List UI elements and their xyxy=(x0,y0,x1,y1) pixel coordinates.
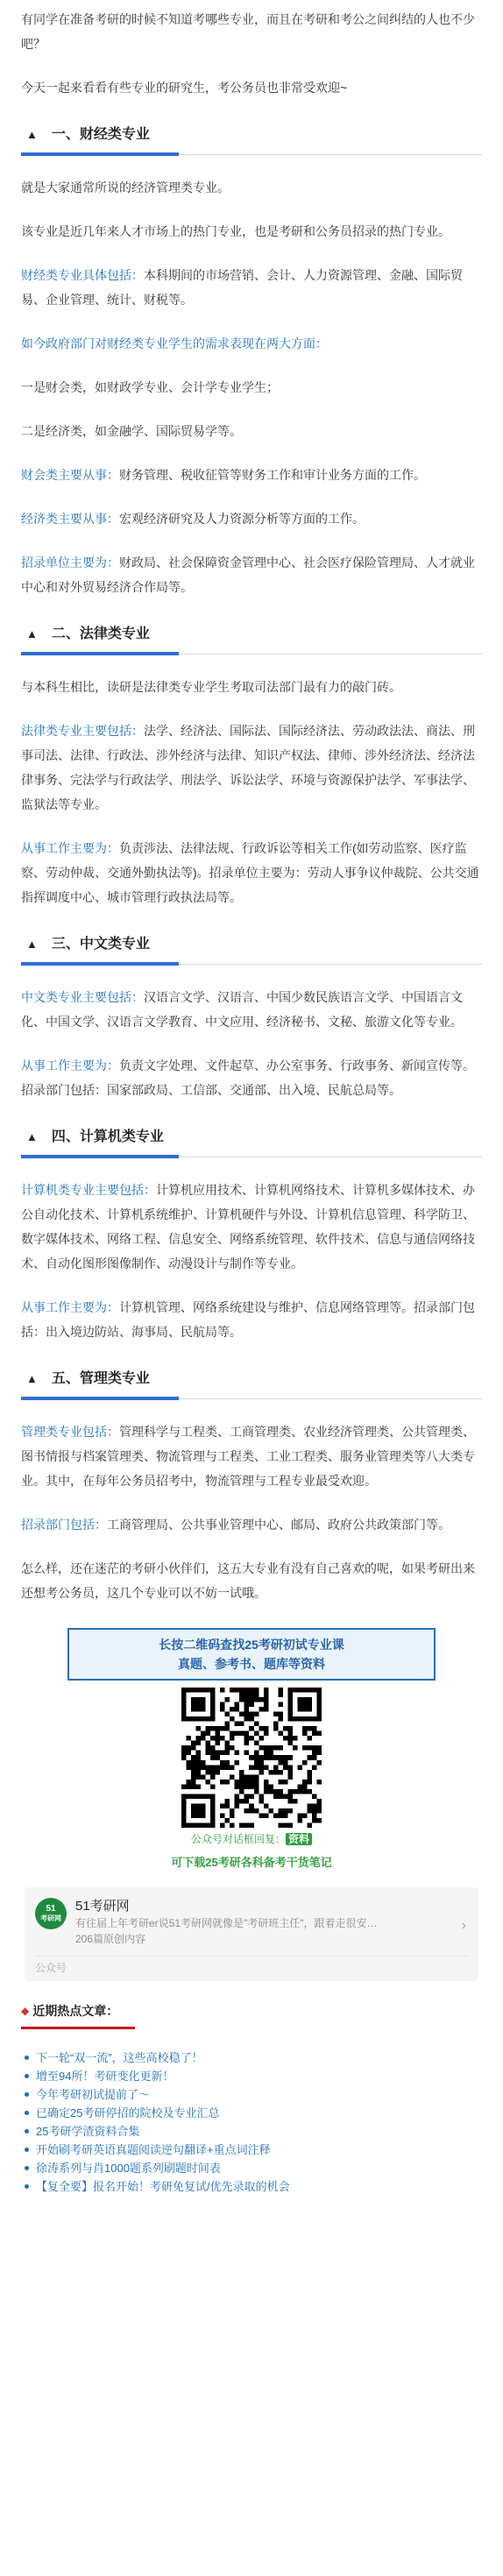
triangle-icon: ▲ xyxy=(26,128,38,141)
promo-banner xyxy=(67,1628,436,1681)
bullet-icon xyxy=(25,2092,29,2097)
paragraph-lead: 中文类专业主要包括： xyxy=(21,990,144,1004)
section-divider xyxy=(21,962,482,966)
paragraph-text: 该专业是近几年来人才市场上的热门专业，也是考研和公务员招录的热门专业。 xyxy=(21,224,450,238)
hot-article-link[interactable] xyxy=(21,2067,482,2085)
paragraph-text: 就是大家通常所说的经济管理类专业。 xyxy=(21,180,230,195)
avatar-line-1: 51 xyxy=(46,1904,56,1914)
paragraph-text: 与本科生相比，读研是法律类专业学生考取司法部门最有力的敲门砖。 xyxy=(21,680,401,694)
avatar-line-2: 考研网 xyxy=(40,1914,61,1922)
promo-keyword-tag: 资料 xyxy=(286,1833,312,1845)
hot-article-link[interactable] xyxy=(21,2085,482,2104)
paragraph-lead: 财经类专业具体包括： xyxy=(21,268,144,282)
hot-article-link[interactable] xyxy=(21,2141,482,2159)
closing-paragraph: 怎么样，还在迷茫的考研小伙伴们，这五大专业有没有自己喜欢的呢，如果考研出来还想考公务员，这几个专业可以不妨一试哦。 xyxy=(21,1561,475,1600)
paragraph-lead: 从事工作主要为： xyxy=(21,841,119,855)
account-avatar xyxy=(35,1898,67,1929)
hot-article-title: 下一轮“双一流”，这些高校稳了！ xyxy=(36,2051,203,2064)
paragraph-text: 法学、经济法、国际法、国际经济法、劳动政法法、商法、刑事司法、法律、行政法、涉外经济与法律、知识产权法、律师、涉外经济法、经济法律事务、完法学与行政法学、刑法学、诉讼法学、环境与资源保护法学、军事法学、监狱法等专业。 xyxy=(21,724,475,811)
section-paragraph xyxy=(21,1512,482,1537)
section-header xyxy=(21,1125,482,1158)
intro-paragraph-1: 有同学在准备考研的时候不知道考哪些专业，而且在考研和考公之间纠结的人也不少吧？ xyxy=(21,12,475,51)
paragraph-lead: 如今政府部门对财经类专业学生的需求表现在两大方面： xyxy=(21,336,328,350)
hot-articles-list xyxy=(21,2049,482,2196)
paragraph-lead: 招录单位主要为： xyxy=(21,556,119,570)
paragraph-lead: 管理类专业包括： xyxy=(21,1425,119,1439)
section-header xyxy=(21,932,482,966)
paragraph-text: 二是经济类，如金融学、国际贸易学等。 xyxy=(21,424,242,438)
paragraph-lead: 经济类主要从事： xyxy=(21,512,119,526)
section-divider xyxy=(21,1397,482,1400)
section-header xyxy=(21,622,482,655)
section-title: 一、财经类专业 xyxy=(51,127,150,142)
chevron-right-icon: › xyxy=(461,1918,466,1933)
section-title: 五、管理类专业 xyxy=(51,1371,150,1386)
section-paragraph xyxy=(21,1295,482,1344)
hot-article-title: 开始刷考研英语真题阅读逆句翻译+重点词注释 xyxy=(36,2143,271,2156)
section-paragraph xyxy=(21,419,482,443)
section-paragraph xyxy=(21,219,482,244)
section-header xyxy=(21,123,482,156)
paragraph-lead: 从事工作主要为： xyxy=(21,1058,119,1072)
paragraph-text: 汉语言文学、汉语言、中国少数民族语言文学、中国语言文化、中国文学、汉语言文学教育、中文应用、经济秘书、文秘、旅游文化等专业。 xyxy=(21,990,463,1029)
promo-banner-line-2: 真题、参考书、题库等资料 xyxy=(178,1657,325,1671)
section-header xyxy=(21,1367,482,1400)
hot-articles-title: 近期热点文章： xyxy=(32,2004,119,2018)
bullet-icon xyxy=(25,2074,29,2078)
triangle-icon: ▲ xyxy=(26,627,38,640)
paragraph-text: 负责文字处理、文件起草、办公室事务、行政事务、新闻宣传等。招录部门包括：国家部政局、工信部、交通部、出入境、民航总局等。 xyxy=(21,1058,475,1097)
account-card-footer: 公众号 xyxy=(35,1956,468,1976)
account-name: 51考研网 xyxy=(75,1899,130,1914)
bullet-icon xyxy=(25,2111,29,2115)
hot-article-link[interactable] xyxy=(21,2159,482,2177)
section-divider xyxy=(21,152,482,156)
paragraph-text: 宏观经济研究及人力资源分析等方面的工作。 xyxy=(119,512,365,526)
hot-article-title: 徐涛系列与肖1000题系列刷题时间表 xyxy=(36,2162,221,2175)
paragraph-lead: 法律类专业主要包括： xyxy=(21,724,144,738)
paragraph-text: 财政局、社会保障资金管理中心、社会医疗保险管理局、人才就业中心和对外贸易经济合作局等。 xyxy=(21,556,475,594)
paragraph-text: 工商管理局、公共事业管理中心、邮局、政府公共政策部门等。 xyxy=(107,1518,450,1532)
paragraph-text: 计算机应用技术、计算机网络技术、计算机多媒体技术、办公自动化技术、计算机系统维护、计算机硬件与外设、计算机信息管理、科学防卫、数字媒体技术、网络工程、信息安全、网络系统管理、软件技术、信息与通信网络技术、自动化图形图像制作、动漫设计与制作等专业。 xyxy=(21,1183,475,1270)
triangle-icon: ▲ xyxy=(26,1130,38,1143)
hot-article-title: 【复全要】报名开始！考研免复试/优先录取的机会 xyxy=(36,2180,290,2193)
hot-articles-underline xyxy=(21,2027,135,2029)
section-paragraph xyxy=(21,331,482,356)
intro-paragraph-2: 今天一起来看看有些专业的研究生，考公务员也非常受欢迎~ xyxy=(21,81,348,95)
account-description: 有往届上年考研er说51考研网就像是"考研班主任"，跟着走很安… xyxy=(75,1917,378,1929)
bullet-icon xyxy=(25,2166,29,2170)
sections-container xyxy=(21,123,482,1537)
paragraph-text: 一是财会类，如财政学专业、会计学专业学生； xyxy=(21,380,279,394)
bullet-icon xyxy=(25,2129,29,2134)
section-paragraph xyxy=(21,836,482,909)
diamond-icon: ◆ xyxy=(21,2005,30,2017)
section-paragraph xyxy=(21,985,482,1034)
section-paragraph xyxy=(21,718,482,817)
promo-download-note: 可下载25考研各科备考干货笔记 xyxy=(171,1856,332,1869)
section-title: 四、计算机类专业 xyxy=(51,1129,164,1144)
section-paragraph xyxy=(21,375,482,400)
promo-banner-line-1: 长按二维码查找25考研初试专业课 xyxy=(159,1638,344,1652)
hot-article-title: 今年考研初试提前了～ xyxy=(36,2088,151,2101)
paragraph-text: 管理科学与工程类、工商管理类、农业经济管理类、公共管理类、图书情报与档案管理类、物流管理与工程类、工业工程类、服务业管理类等八大类专业。其中，在每年公务员招考中，物流管理与工程专业最受欢迎。 xyxy=(21,1425,475,1488)
section-paragraph xyxy=(21,1053,482,1102)
paragraph-lead: 财会类主要从事： xyxy=(21,468,119,482)
account-article-count: 206篇原创内容 xyxy=(75,1933,146,1945)
paragraph-lead: 从事工作主要为： xyxy=(21,1300,119,1314)
bullet-icon xyxy=(25,2184,29,2189)
paragraph-text: 本科期间的市场营销、会计、人力资源管理、金融、国际贸易、企业管理、统计、财税等。 xyxy=(21,268,463,307)
promo-reply-note xyxy=(67,1831,436,1847)
section-paragraph xyxy=(21,263,482,312)
triangle-icon: ▲ xyxy=(26,1372,38,1385)
section-paragraph xyxy=(21,175,482,200)
bullet-icon xyxy=(25,2148,29,2152)
paragraph-text: 财务管理、税收征管等财务工作和审计业务方面的工作。 xyxy=(119,468,426,482)
section-paragraph xyxy=(21,675,482,699)
paragraph-lead: 招录部门包括： xyxy=(21,1518,107,1532)
section-paragraph xyxy=(21,506,482,531)
section-paragraph xyxy=(21,1419,482,1493)
section-title: 三、中文类专业 xyxy=(51,937,150,952)
section-paragraph xyxy=(21,463,482,487)
section-divider xyxy=(21,652,482,655)
promo-note-prefix: 公众号对话框回复： xyxy=(190,1833,286,1845)
hot-article-link[interactable] xyxy=(21,2104,482,2122)
hot-article-title: 25考研学渣资料合集 xyxy=(36,2125,140,2138)
section-title: 二、法律类专业 xyxy=(51,626,150,641)
bullet-icon xyxy=(25,2056,29,2060)
qr-code-image[interactable] xyxy=(181,1688,322,1828)
hot-article-link[interactable] xyxy=(21,2177,482,2196)
triangle-icon: ▲ xyxy=(26,938,38,951)
hot-article-link[interactable] xyxy=(21,2122,482,2141)
promo-block xyxy=(67,1628,436,1875)
hot-article-title: 已确定25考研停招的院校及专业汇总 xyxy=(36,2106,220,2120)
section-paragraph xyxy=(21,1178,482,1276)
hot-article-title: 增至94所！考研变化更新！ xyxy=(36,2070,174,2083)
paragraph-text: 负责涉法、法律法规、行政诉讼等相关工作(如劳动监察、医疗监察、劳动仲裁、交通外勤执法等)。招录单位主要为：劳动人事争议仲裁院、公共交通指挥调度中心、城市管理行政执法局等。 xyxy=(21,841,479,904)
account-card[interactable] xyxy=(25,1887,478,1981)
hot-article-link[interactable] xyxy=(21,2049,482,2067)
paragraph-text: 计算机管理、网络系统建设与维护、信息网络管理等。招录部门包括：出入境边防站、海事局、民航局等。 xyxy=(21,1300,475,1339)
hot-articles-heading xyxy=(21,1999,482,2023)
section-divider xyxy=(21,1155,482,1158)
paragraph-lead: 计算机类专业主要包括： xyxy=(21,1183,156,1197)
section-paragraph xyxy=(21,550,482,599)
